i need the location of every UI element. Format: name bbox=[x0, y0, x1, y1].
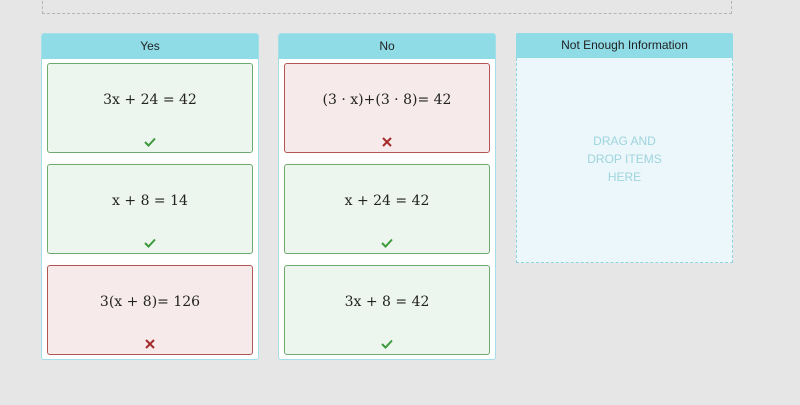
top-drop-area[interactable] bbox=[42, 0, 732, 14]
cross-icon bbox=[143, 337, 157, 351]
answer-card[interactable] bbox=[47, 265, 253, 355]
answer-card[interactable] bbox=[47, 63, 253, 153]
column-header: No bbox=[279, 34, 495, 59]
column-yes bbox=[41, 33, 259, 360]
column-header: Not Enough Information bbox=[516, 33, 733, 58]
answer-card[interactable] bbox=[284, 265, 490, 355]
check-icon bbox=[143, 236, 157, 250]
card-expression: 3(x + 8)= 126 bbox=[99, 294, 201, 310]
card-expression: (3 · x)+(3 · 8)= 42 bbox=[322, 92, 452, 108]
answer-card[interactable] bbox=[284, 164, 490, 254]
column-header: Yes bbox=[42, 34, 258, 59]
column-no bbox=[278, 33, 496, 360]
card-expression: x + 8 = 14 bbox=[112, 193, 188, 209]
card-expression: x + 24 = 42 bbox=[344, 193, 430, 209]
check-icon bbox=[380, 236, 394, 250]
cross-icon bbox=[380, 135, 394, 149]
check-icon bbox=[380, 337, 394, 351]
card-expression: 3x + 24 = 42 bbox=[103, 92, 197, 108]
column-not-enough-information bbox=[516, 33, 733, 58]
answer-card[interactable] bbox=[47, 164, 253, 254]
answer-card[interactable] bbox=[284, 63, 490, 153]
check-icon bbox=[143, 135, 157, 149]
card-expression: 3x + 8 = 42 bbox=[344, 294, 430, 310]
drop-zone-placeholder: DRAG AND DROP ITEMS HERE bbox=[587, 134, 662, 184]
drop-zone[interactable] bbox=[516, 58, 733, 263]
